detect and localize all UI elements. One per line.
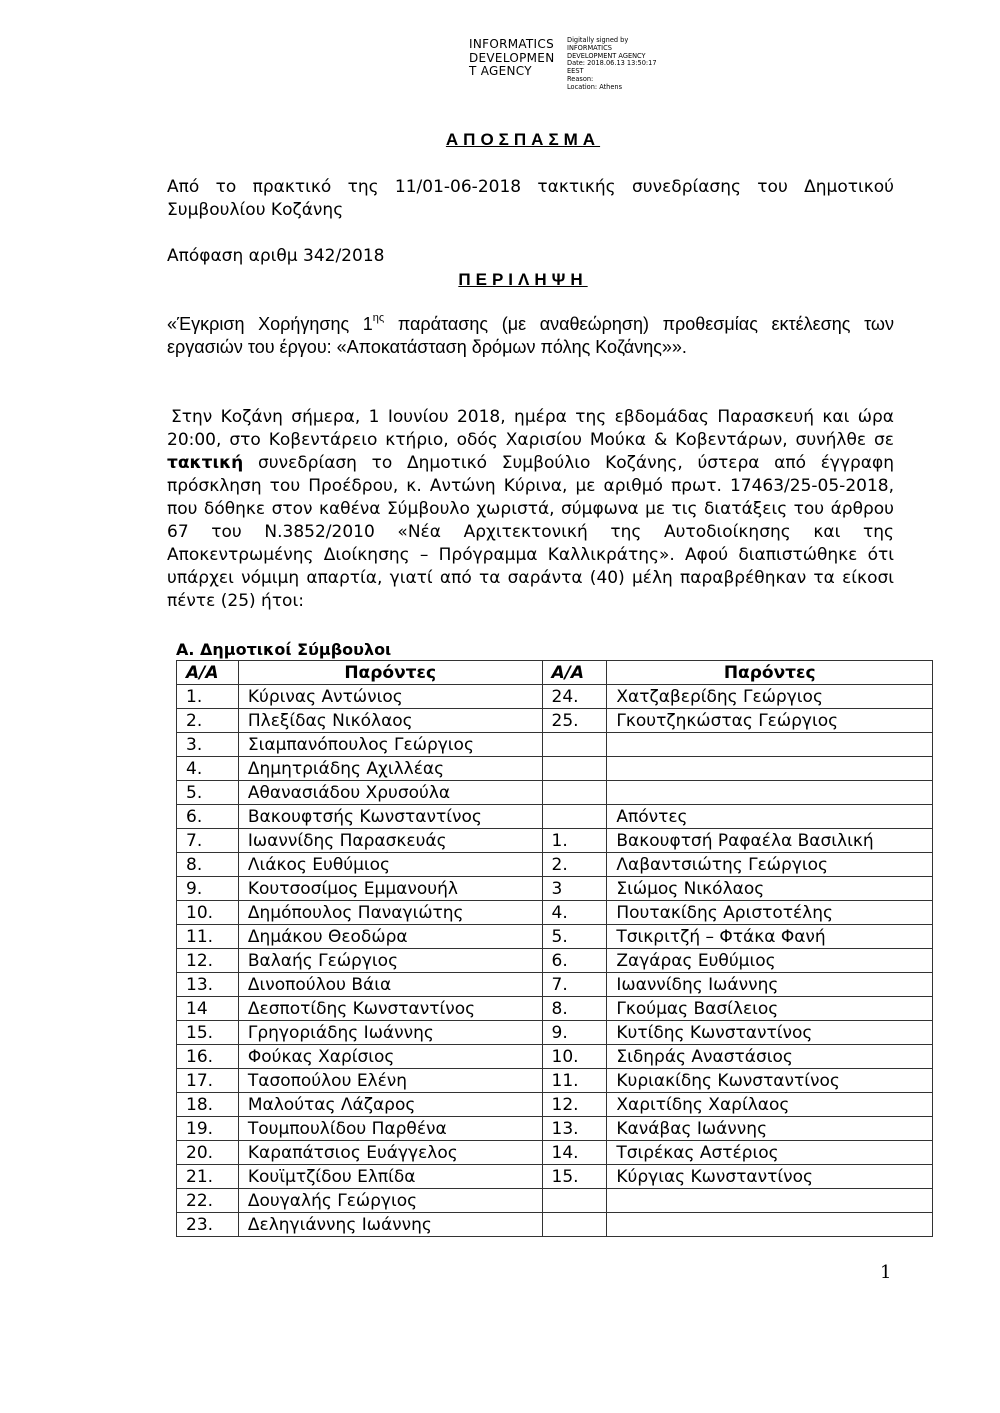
present-name: Δημόπουλος Παναγιώτης <box>238 901 542 925</box>
right-number: 5. <box>542 925 607 949</box>
right-number <box>542 781 607 805</box>
present-number: 16. <box>177 1045 239 1069</box>
present-name: Δημητριάδης Αχιλλέας <box>238 757 542 781</box>
table-row <box>177 1165 933 1189</box>
present-number: 10. <box>177 901 239 925</box>
present-number: 4. <box>177 757 239 781</box>
absent-label: Απόντες <box>607 805 933 829</box>
present-number: 23. <box>177 1213 239 1237</box>
present-name: Δινοπούλου Βάια <box>238 973 542 997</box>
table-row <box>177 997 933 1021</box>
table-row <box>177 709 933 733</box>
right-number: 8. <box>542 997 607 1021</box>
right-name: Λαβαντσιώτης Γεώργιος <box>607 853 933 877</box>
decision-number: Απόφαση αριθμ 342/2018 <box>167 246 385 266</box>
table-row <box>177 685 933 709</box>
table-row <box>177 925 933 949</box>
right-name: Κυτίδης Κωνσταντίνος <box>607 1021 933 1045</box>
table-row <box>177 805 933 829</box>
present-number: 9. <box>177 877 239 901</box>
right-number <box>542 805 607 829</box>
table-row <box>177 949 933 973</box>
right-number: 12. <box>542 1093 607 1117</box>
header-aa-right: Α/Α <box>542 661 607 685</box>
right-number <box>542 733 607 757</box>
signature-detail-line: Location: Athens <box>567 82 623 91</box>
present-number: 15. <box>177 1021 239 1045</box>
present-number: 20. <box>177 1141 239 1165</box>
present-name: Πλεξίδας Νικόλαος <box>238 709 542 733</box>
table-row <box>177 1045 933 1069</box>
present-name: Κουτσοσίμος Εμμανουήλ <box>238 877 542 901</box>
present-name: Αθανασιάδου Χρυσούλα <box>238 781 542 805</box>
table-body <box>177 685 933 1237</box>
right-name: Γκούμας Βασίλειος <box>607 997 933 1021</box>
present-name: Δημάκου Θεοδώρα <box>238 925 542 949</box>
present-name: Δεσποτίδης Κωνσταντίνος <box>238 997 542 1021</box>
table-row <box>177 1189 933 1213</box>
right-name <box>607 733 933 757</box>
right-name: Τσικριτζή – Φτάκα Φανή <box>607 925 933 949</box>
right-name: Κύργιας Κωνσταντίνος <box>607 1165 933 1189</box>
body-text-start: Στην Κοζάνη σήμερα, 1 Ιουνίου 2018, ημέρα της εβδομάδας Παρασκευή και ώρα 20:00, στο Κοβεντάρειο κτήριο, οδός Χαρισίου Μούκα & Κοβεντάρων, συνήλθε σε <box>167 407 894 450</box>
signer-line: T AGENCY <box>469 64 532 78</box>
signature-detail-line: Reason: <box>567 74 594 83</box>
right-number: 10. <box>542 1045 607 1069</box>
right-number <box>542 1213 607 1237</box>
document-title: ΑΠΟΣΠΑΣΜΑ <box>445 130 601 149</box>
page-number: 1 <box>880 1262 892 1283</box>
table-row <box>177 1093 933 1117</box>
table-row <box>177 1213 933 1237</box>
present-name: Κύρινας Αντώνιος <box>238 685 542 709</box>
table-row <box>177 853 933 877</box>
present-number: 2. <box>177 709 239 733</box>
signature-details <box>567 37 677 92</box>
right-name <box>607 1213 933 1237</box>
right-number: 3 <box>542 877 607 901</box>
present-number: 17. <box>177 1069 239 1093</box>
table-row <box>177 733 933 757</box>
right-number: 7. <box>542 973 607 997</box>
right-name <box>607 757 933 781</box>
right-name: Σιδηράς Αναστάσιος <box>607 1045 933 1069</box>
intro-paragraph: Από το πρακτικό της 11/01-06-2018 τακτικής συνεδρίασης του Δημοτικού Συμβουλίου Κοζάνης <box>167 177 894 220</box>
present-number: 21. <box>177 1165 239 1189</box>
right-number: 4. <box>542 901 607 925</box>
present-number: 6. <box>177 805 239 829</box>
council-members-table <box>176 660 933 1237</box>
body-text-end: συνεδρίαση το Δημοτικό Συμβούλιο Κοζάνης, ύστερα από έγγραφη πρόσκληση του Προέδρου, κ. Αντώνη Κύρινα, με αριθμό πρωτ. 17463/25-05-2018, που δόθηκε στον καθένα Σύμβουλο χωριστά, σύμφωνα με τις διατάξεις του άρθρου 67 του Ν.3852/2010 «Νέα Αρχιτεκτονική της Αυτοδιοίκησης και της Αποκεντρωμένης Διοίκησης – Πρόγραμμα Καλλικράτης». Αφού διαπιστώθηκε ότι υπάρχει νόμιμη απαρτία, γιατί από τα σαράντα (40) μέλη παραβρέθηκαν τα είκοσι πέντε (25) ήτοι: <box>167 453 894 611</box>
table-row <box>177 1069 933 1093</box>
right-name: Ιωαννίδης Ιωάννης <box>607 973 933 997</box>
right-name <box>607 781 933 805</box>
present-name: Δουγαλής Γεώργιος <box>238 1189 542 1213</box>
right-name: Βακουφτσή Ραφαέλα Βασιλική <box>607 829 933 853</box>
right-number: 24. <box>542 685 607 709</box>
right-number: 9. <box>542 1021 607 1045</box>
signature-detail-line: INFORMATICS <box>567 43 612 52</box>
present-number: 19. <box>177 1117 239 1141</box>
present-name: Μαλούτας Λάζαρος <box>238 1093 542 1117</box>
signature-signer-name <box>469 38 564 79</box>
present-number: 14 <box>177 997 239 1021</box>
body-paragraph <box>167 406 894 613</box>
present-number: 13. <box>177 973 239 997</box>
present-name: Κουϊμτζίδου Ελπίδα <box>238 1165 542 1189</box>
right-number: 11. <box>542 1069 607 1093</box>
table-row <box>177 829 933 853</box>
right-name: Κυριακίδης Κωνσταντίνος <box>607 1069 933 1093</box>
table-row <box>177 877 933 901</box>
right-name: Πουτακίδης Αριστοτέλης <box>607 901 933 925</box>
table-row <box>177 1117 933 1141</box>
signer-line: DEVELOPMEN <box>469 50 555 65</box>
present-name: Τασοπούλου Ελένη <box>238 1069 542 1093</box>
signature-detail-line: Digitally signed by <box>567 36 629 44</box>
right-name: Σιώμος Νικόλαος <box>607 877 933 901</box>
table-row <box>177 973 933 997</box>
signature-detail-line: DEVELOPMENT AGENCY <box>567 51 646 60</box>
table-row <box>177 901 933 925</box>
present-name: Σιαμπανόπουλος Γεώργιος <box>238 733 542 757</box>
present-name: Βακουφτσής Κωνσταντίνος <box>238 805 542 829</box>
header-aa-left: Α/Α <box>177 661 239 685</box>
table-header-row <box>177 661 933 685</box>
subject-paragraph <box>167 313 894 359</box>
right-number <box>542 1189 607 1213</box>
present-name: Καραπάτσιος Ευάγγελος <box>238 1141 542 1165</box>
present-number: 22. <box>177 1189 239 1213</box>
right-name: Κανάβας Ιωάννης <box>607 1117 933 1141</box>
right-name: Χατζαβερίδης Γεώργιος <box>607 685 933 709</box>
subject-superscript: ης <box>372 312 385 324</box>
signature-detail-line: EEST <box>567 67 584 76</box>
section-heading: Α. Δημοτικοί Σύμβουλοι <box>176 640 392 659</box>
right-number <box>542 757 607 781</box>
right-name: Γκουτζηκώστας Γεώργιος <box>607 709 933 733</box>
present-number: 8. <box>177 853 239 877</box>
summary-title: ΠΕΡΙΛΗΨΗ <box>458 270 588 289</box>
present-name: Βαλαής Γεώργιος <box>238 949 542 973</box>
present-name: Τουμπουλίδου Παρθένα <box>238 1117 542 1141</box>
right-number: 25. <box>542 709 607 733</box>
signer-line: INFORMATICS <box>469 37 554 51</box>
right-name: Τσιρέκας Αστέριος <box>607 1141 933 1165</box>
present-number: 12. <box>177 949 239 973</box>
right-number: 15. <box>542 1165 607 1189</box>
right-number: 13. <box>542 1117 607 1141</box>
right-name: Χαριτίδης Χαρίλαος <box>607 1093 933 1117</box>
present-number: 1. <box>177 685 239 709</box>
right-number: 6. <box>542 949 607 973</box>
present-name: Φούκας Χαρίσιος <box>238 1045 542 1069</box>
subject-text-end: παράτασης (με αναθεώρηση) προθεσμίας εκτέλεσης των εργασιών του έργου: «Αποκατάσταση δρόμων πόλης Κοζάνης»». <box>167 314 894 357</box>
signature-detail-line: Date: 2018.06.13 13:50:17 <box>567 59 657 68</box>
table-row <box>177 1021 933 1045</box>
present-number: 7. <box>177 829 239 853</box>
present-number: 11. <box>177 925 239 949</box>
present-number: 3. <box>177 733 239 757</box>
present-number: 5. <box>177 781 239 805</box>
table-row <box>177 1141 933 1165</box>
table-row <box>177 781 933 805</box>
present-number: 18. <box>177 1093 239 1117</box>
present-name: Γρηγοριάδης Ιωάννης <box>238 1021 542 1045</box>
present-name: Ιωαννίδης Παρασκευάς <box>238 829 542 853</box>
body-bold-word: τακτική <box>167 453 244 473</box>
present-name: Λιάκος Ευθύμιος <box>238 853 542 877</box>
header-present-right: Παρόντες <box>607 661 933 685</box>
right-number: 2. <box>542 853 607 877</box>
right-number: 1. <box>542 829 607 853</box>
right-number: 14. <box>542 1141 607 1165</box>
subject-text-start: «Έγκριση Χορήγησης 1 <box>167 314 373 334</box>
right-name: Ζαγάρας Ευθύμιος <box>607 949 933 973</box>
header-present-left: Παρόντες <box>238 661 542 685</box>
table-row <box>177 757 933 781</box>
present-name: Δεληγιάννης Ιωάννης <box>238 1213 542 1237</box>
right-name <box>607 1189 933 1213</box>
